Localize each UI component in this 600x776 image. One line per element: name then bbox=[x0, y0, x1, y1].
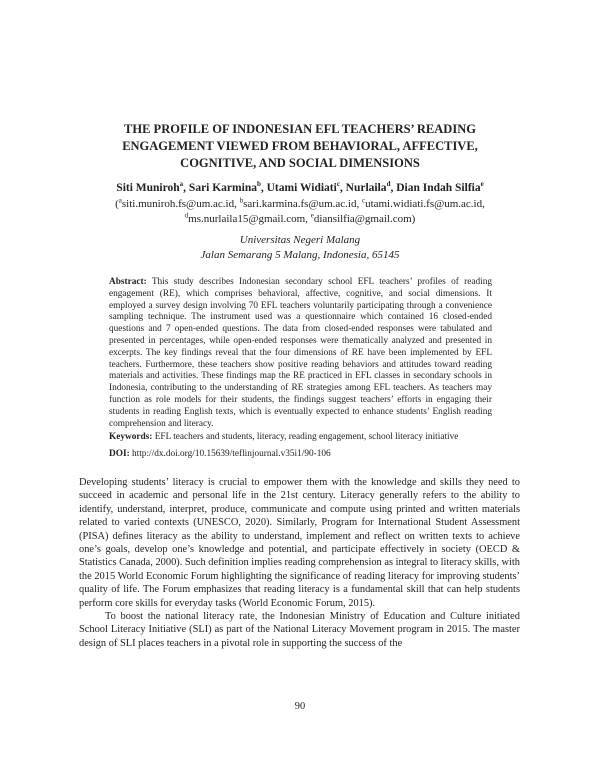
author-email: diansilfia@gmail.com) bbox=[313, 213, 416, 225]
email-sup: b bbox=[239, 196, 244, 205]
abstract bbox=[109, 277, 492, 430]
keywords bbox=[109, 431, 492, 443]
affiliation bbox=[60, 233, 540, 263]
author-block bbox=[60, 181, 540, 227]
body-text bbox=[79, 476, 520, 650]
author-name: Nurlaila bbox=[345, 182, 387, 194]
body-paragraph: To boost the national literacy rate, the Indonesian Ministry of Education and Culture initiated School Literacy Initiative (SLI) as part of the National Literacy Movement program in 2015. The master design of SLI places teachers in a pivotal role in supporting the success of the bbox=[79, 611, 520, 649]
author-email: ms.nurlaila15@gmail.com, bbox=[188, 213, 311, 225]
affiliation-address: Jalan Semarang 5 Malang, Indonesia, 65145 bbox=[200, 249, 400, 261]
title-line: ENGAGEMENT VIEWED FROM BEHAVIORAL, AFFECTIVE, bbox=[122, 139, 478, 153]
author-sep: , bbox=[339, 182, 346, 194]
email-sup: a bbox=[118, 196, 122, 205]
author-email: sari.karmina.fs@um.ac.id, bbox=[243, 198, 362, 210]
doi-label: DOI: bbox=[109, 449, 130, 459]
author-sep: , bbox=[390, 182, 397, 194]
author-name: Dian Indah Silfia bbox=[396, 182, 481, 194]
author-emails-line bbox=[60, 212, 540, 227]
author-sep: , bbox=[183, 182, 189, 194]
author-emails-line bbox=[60, 197, 540, 212]
title-line: THE PROFILE OF INDONESIAN EFL TEACHERS’ READING bbox=[124, 122, 476, 136]
author-email: utami.widiati.fs@um.ac.id, bbox=[365, 198, 485, 210]
abstract-text: This study describes Indonesian secondary school EFL teachers’ profiles of reading engagement (RE), which comprises behavioral, affective, cognitive, and social dimensions. It employed a survey design involving 70 EFL teachers voluntarily participating through a convenience sampling technique. The instrument used was a questionnaire which contained 16 closed-ended questions and 7 open-ended questions. The data from closed-ended responses were tabulated and presented in percentages, while open-ended responses were thematically analyzed and presented in excerpts. The key findings reveal that the four dimensions of RE have been implemented by EFL teachers. Furthermore, these teachers show positive reading behaviors and attitudes toward reading materials and activities. These findings map the RE practiced in EFL classes in secondary schools in Indonesia, contributing to the understanding of RE strategies among EFL teachers. As teachers may function as role models for their students, the findings suggest teachers’ efforts in engaging their students in reading English texts, which is eventually expected to enhance students’ English reading comprehension and literacy. bbox=[109, 277, 492, 429]
affiliation-institution: Universitas Negeri Malang bbox=[239, 234, 361, 246]
author-sup: d bbox=[386, 180, 391, 189]
author-email: siti.muniroh.fs@um.ac.id, bbox=[121, 198, 240, 210]
keywords-text: EFL teachers and students, literacy, reading engagement, school literacy initiative bbox=[152, 432, 459, 442]
author-names bbox=[60, 181, 540, 196]
email-sup: e bbox=[310, 211, 314, 220]
author-sup: b bbox=[256, 180, 261, 189]
doi bbox=[109, 448, 492, 460]
email-sup: d bbox=[184, 211, 189, 220]
abstract-label: Abstract: bbox=[109, 277, 147, 287]
author-sep: , bbox=[260, 182, 267, 194]
paren: ( bbox=[115, 198, 119, 210]
page-number: 90 bbox=[294, 701, 306, 712]
author-name: Sari Karmina bbox=[188, 182, 257, 194]
body-paragraph: Developing students’ literacy is crucial to empower them with the knowledge and skills they need to succeed in academic and personal life in the 21st century. Literacy generally refers to the ability to identify, understand, interpret, produce, communicate and compute using printed and written materials related to varied contexts (UNESCO, 2020). Similarly, Program for International Student Assessment (PISA) defines literacy as the ability to understand, implement and reflect on written texts to achieve one’s goals, develop one’s knowledge and potential, and participate effectively in society (OECD & Statistics Canada, 2000). Such definition implies reading comprehension as integral to literacy skills, with the 2015 World Economic Forum highlighting the significance of reading literacy for improving students’ quality of life. The Forum emphasizes that reading literacy is a fundamental skill that can help students perform core skills for everyday tasks (World Economic Forum, 2015). bbox=[79, 477, 520, 609]
keywords-label: Keywords: bbox=[109, 432, 153, 442]
author-sup: a bbox=[179, 180, 184, 189]
author-name: Utami Widiati bbox=[266, 182, 337, 194]
email-sup: c bbox=[361, 196, 366, 205]
paper-title bbox=[60, 121, 540, 172]
author-sup: e bbox=[480, 180, 484, 189]
doi-link[interactable]: http://dx.doi.org/10.15639/teflinjournal.v35i1/90-106 bbox=[129, 449, 331, 459]
title-line: COGNITIVE, AND SOCIAL DIMENSIONS bbox=[180, 156, 420, 170]
author-name: Siti Muniroh bbox=[116, 182, 180, 194]
author-sup: c bbox=[336, 180, 340, 189]
